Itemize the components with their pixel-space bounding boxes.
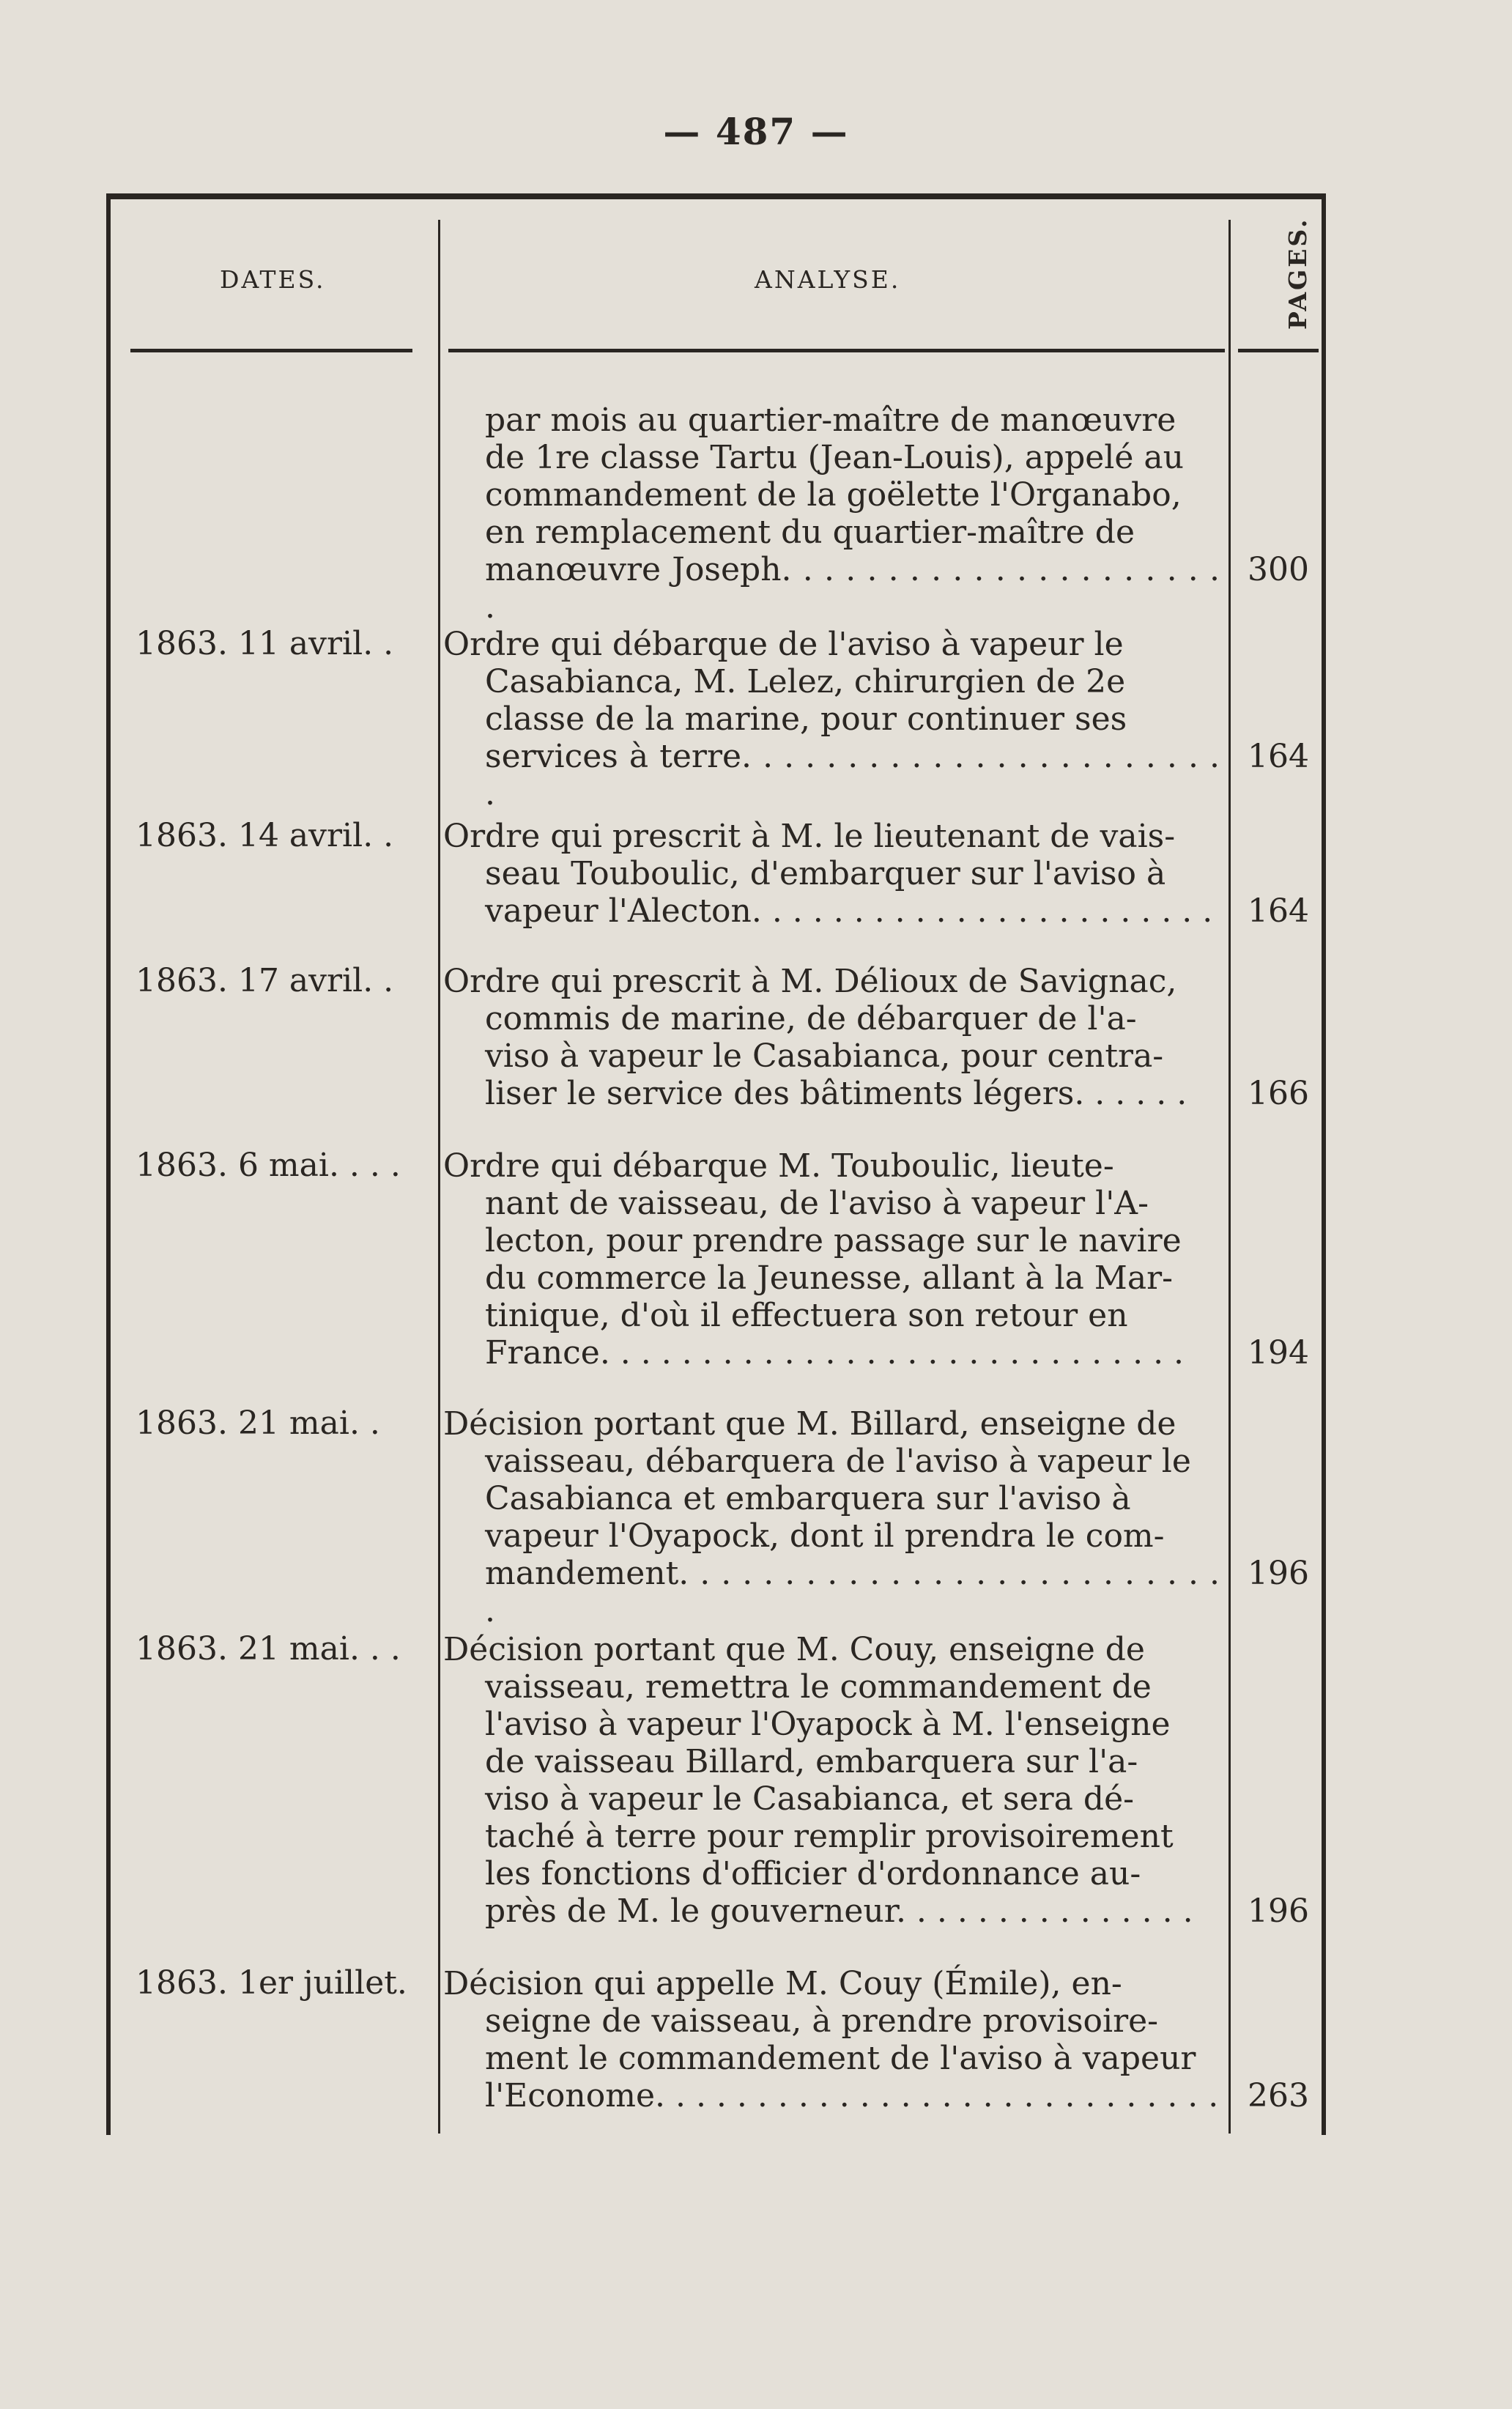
entry-analyse bbox=[443, 1147, 1220, 1372]
entry-date: 1863. 17 avril. . bbox=[136, 962, 394, 999]
entry-analyse-line: commis de marine, de débarquer de l'a- bbox=[485, 1000, 1137, 1037]
header-analyse: ANALYSE. bbox=[755, 265, 901, 294]
entry-analyse-first-line: Décision qui appelle M. Couy (Émile), en- bbox=[443, 1965, 1122, 2002]
column-rule-pages bbox=[1228, 220, 1231, 2134]
entry-analyse-line: l'aviso à vapeur l'Oyapock à M. l'enseigne bbox=[485, 1706, 1171, 1743]
entry-date: 1863. 1er juillet. bbox=[136, 1964, 407, 2002]
entry-page-ref: 196 bbox=[1248, 1892, 1309, 1930]
entry-analyse-line: près de M. le gouverneur. . . . . . . . . . . . . . . bbox=[485, 1892, 1193, 1930]
entry-page-ref: 166 bbox=[1248, 1075, 1309, 1112]
entry-analyse bbox=[443, 626, 1220, 813]
entry-analyse bbox=[443, 818, 1220, 930]
entry-analyse-line: taché à terre pour remplir provisoirement bbox=[485, 1818, 1174, 1855]
entry-analyse-line: viso à vapeur le Casabianca, et sera dé- bbox=[485, 1780, 1134, 1818]
entry-analyse-line: tinique, d'où il effectuera son retour en bbox=[485, 1297, 1128, 1334]
header-dates: DATES. bbox=[220, 265, 326, 294]
entry-page-ref: 164 bbox=[1248, 738, 1309, 775]
entry-analyse-line: de vaisseau Billard, embarquera sur l'a- bbox=[485, 1743, 1138, 1780]
entry-analyse-line: viso à vapeur le Casabianca, pour centra- bbox=[485, 1037, 1164, 1075]
entry-analyse-line: classe de la marine, pour continuer ses bbox=[485, 700, 1127, 738]
header-underline-pages bbox=[1238, 349, 1319, 352]
entry-analyse-line: vapeur l'Oyapock, dont il prendra le com- bbox=[485, 1517, 1165, 1555]
entry-analyse-first-line: Ordre qui prescrit à M. le lieutenant de vais- bbox=[443, 818, 1176, 855]
entry-analyse bbox=[443, 963, 1220, 1112]
entry-analyse-line: manœuvre Joseph. . . . . . . . . . . . . . . . . . . . . . bbox=[485, 551, 1220, 626]
entry-analyse-line: seau Touboulic, d'embarquer sur l'aviso à bbox=[485, 855, 1166, 892]
entry-analyse-line: services à terre. . . . . . . . . . . . . . . . . . . . . . . . bbox=[485, 738, 1220, 813]
entry-analyse-line: lecton, pour prendre passage sur le navire bbox=[485, 1222, 1182, 1259]
entry-analyse-first-line: Ordre qui prescrit à M. Délioux de Savignac, bbox=[443, 963, 1177, 1000]
header-underline-dates bbox=[130, 349, 412, 352]
entry-analyse bbox=[443, 1405, 1220, 1629]
entry-analyse-line: Casabianca, M. Lelez, chirurgien de 2e bbox=[485, 663, 1126, 700]
entry-analyse-line: mandement. . . . . . . . . . . . . . . . . . . . . . . . . . . bbox=[485, 1555, 1220, 1629]
entry-page-ref: 194 bbox=[1248, 1334, 1309, 1372]
header-underline-analyse bbox=[448, 349, 1225, 352]
entry-date: 1863. 21 mai. . . bbox=[136, 1630, 401, 1668]
entry-page-ref: 196 bbox=[1248, 1555, 1309, 1592]
entry-analyse bbox=[443, 1631, 1220, 1930]
entry-analyse-first-line: Ordre qui débarque M. Touboulic, lieute- bbox=[443, 1147, 1114, 1185]
entry-date: 1863. 21 mai. . bbox=[136, 1405, 380, 1442]
entry-analyse-line: nant de vaisseau, de l'aviso à vapeur l'A- bbox=[485, 1185, 1149, 1222]
entry-analyse-line: l'Econome. . . . . . . . . . . . . . . . . . . . . . . . . . . . bbox=[485, 2077, 1219, 2114]
entry-analyse-line: les fonctions d'officier d'ordonnance au- bbox=[485, 1855, 1141, 1892]
page-number: — 487 — bbox=[663, 110, 849, 153]
entry-page-ref: 164 bbox=[1248, 892, 1309, 930]
entry-date: 1863. 11 avril. . bbox=[136, 625, 394, 662]
entry-analyse bbox=[443, 1965, 1220, 2114]
entry-analyse-line: ment le commandement de l'aviso à vapeur bbox=[485, 2040, 1196, 2077]
entry-page-ref: 300 bbox=[1248, 551, 1309, 588]
entry-analyse-line: par mois au quartier-maître de manœuvre bbox=[485, 402, 1176, 439]
entry-analyse-line: vapeur l'Alecton. . . . . . . . . . . . . . . . . . . . . . . bbox=[485, 892, 1213, 930]
entry-analyse-line: liser le service des bâtiments légers. . . . . . bbox=[485, 1075, 1187, 1112]
header-pages: PAGES. bbox=[1283, 217, 1312, 330]
column-rule-dates bbox=[438, 220, 440, 2134]
entry-analyse-line: vaisseau, débarquera de l'aviso à vapeur le bbox=[485, 1443, 1191, 1480]
entry-analyse bbox=[443, 402, 1220, 626]
entry-analyse-first-line: Décision portant que M. Billard, enseigne de bbox=[443, 1405, 1176, 1443]
entry-analyse-line: de 1re classe Tartu (Jean-Louis), appelé au bbox=[485, 439, 1184, 476]
entry-date: 1863. 6 mai. . . . bbox=[136, 1147, 401, 1184]
entry-analyse-line: du commerce la Jeunesse, allant à la Mar- bbox=[485, 1259, 1173, 1297]
entry-analyse-first-line: Décision portant que M. Couy, enseigne de bbox=[443, 1631, 1145, 1668]
entry-analyse-line: en remplacement du quartier-maître de bbox=[485, 514, 1135, 551]
entry-analyse-line: vaisseau, remettra le commandement de bbox=[485, 1668, 1152, 1706]
entry-analyse-line: commandement de la goëlette l'Organabo, bbox=[485, 476, 1182, 514]
entry-analyse-line: seigne de vaisseau, à prendre provisoire- bbox=[485, 2002, 1159, 2040]
entry-date: 1863. 14 avril. . bbox=[136, 817, 394, 854]
entry-analyse-first-line: Ordre qui débarque de l'aviso à vapeur le bbox=[443, 626, 1124, 663]
entry-analyse-line: Casabianca et embarquera sur l'aviso à bbox=[485, 1480, 1131, 1517]
entry-analyse-line: France. . . . . . . . . . . . . . . . . . . . . . . . . . . . . bbox=[485, 1334, 1185, 1372]
entry-page-ref: 263 bbox=[1248, 2077, 1309, 2114]
